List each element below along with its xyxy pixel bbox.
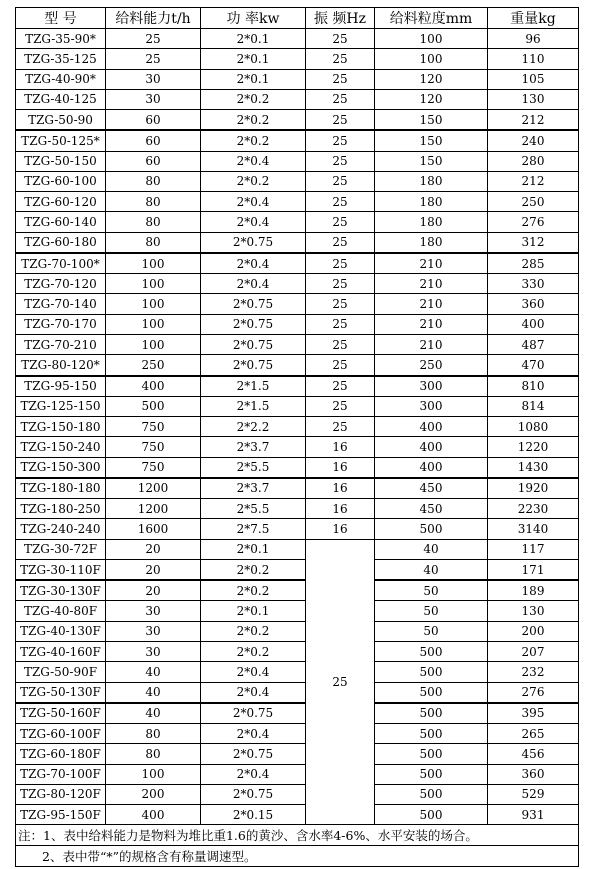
cell-weight: 312 [488, 232, 579, 253]
cell-power: 2*0.15 [201, 805, 306, 825]
cell-capacity: 40 [106, 682, 201, 703]
cell-capacity: 20 [106, 559, 201, 580]
cell-feed-size: 450 [375, 499, 488, 519]
table-row [16, 89, 579, 109]
cell-model: TZG-150-180 [16, 417, 106, 437]
cell-weight: 276 [488, 682, 579, 703]
cell-capacity: 80 [106, 744, 201, 764]
cell-feed-size: 210 [375, 274, 488, 294]
cell-power: 2*0.4 [201, 151, 306, 171]
cell-feed-size: 210 [375, 334, 488, 354]
cell-frequency: 25 [306, 151, 375, 171]
cell-power: 2*0.4 [201, 682, 306, 703]
cell-model: TZG-80-120F [16, 784, 106, 804]
table-row [16, 499, 579, 519]
cell-weight: 117 [488, 539, 579, 559]
table-row [16, 784, 579, 804]
cell-feed-size: 150 [375, 110, 488, 131]
table-row [16, 641, 579, 661]
cell-capacity: 500 [106, 396, 201, 416]
table-row [16, 294, 579, 314]
cell-feed-size: 40 [375, 559, 488, 580]
cell-power: 2*0.4 [201, 662, 306, 682]
cell-weight: 232 [488, 662, 579, 682]
cell-model: TZG-50-125* [16, 130, 106, 151]
cell-model: TZG-35-90* [16, 29, 106, 49]
cell-feed-size: 500 [375, 744, 488, 764]
cell-model: TZG-70-100F [16, 764, 106, 784]
table-row [16, 314, 579, 334]
cell-model: TZG-35-125 [16, 49, 106, 69]
cell-frequency: 16 [306, 519, 375, 539]
cell-feed-size: 100 [375, 49, 488, 69]
cell-model: TZG-60-100 [16, 171, 106, 191]
cell-capacity: 400 [106, 805, 201, 825]
cell-feed-size: 500 [375, 662, 488, 682]
header-frequency: 振 频Hz [306, 8, 375, 29]
cell-power: 2*7.5 [201, 519, 306, 539]
cell-weight: 171 [488, 559, 579, 580]
cell-weight: 529 [488, 784, 579, 804]
note-1: 注：1、表中给料能力是物料为堆比重1.6的黄沙、含水率4-6%、水平安装的场合。 [18, 828, 478, 844]
cell-frequency: 25 [306, 89, 375, 109]
cell-feed-size: 500 [375, 703, 488, 724]
table-row [16, 437, 579, 457]
table-row [16, 49, 579, 69]
cell-weight: 1220 [488, 437, 579, 457]
cell-feed-size: 40 [375, 539, 488, 559]
cell-feed-size: 500 [375, 764, 488, 784]
table-row [16, 519, 579, 539]
note-row-2 [16, 846, 579, 867]
cell-weight: 250 [488, 192, 579, 212]
table-row [16, 212, 579, 232]
cell-model: TZG-70-140 [16, 294, 106, 314]
cell-feed-size: 180 [375, 171, 488, 191]
cell-model: TZG-60-180 [16, 232, 106, 253]
cell-power: 2*0.4 [201, 274, 306, 294]
cell-weight: 3140 [488, 519, 579, 539]
cell-weight: 285 [488, 253, 579, 274]
table-body [16, 29, 579, 825]
cell-capacity: 20 [106, 580, 201, 601]
cell-feed-size: 100 [375, 29, 488, 49]
table-row [16, 192, 579, 212]
cell-model: TZG-50-150 [16, 151, 106, 171]
cell-frequency: 25 [306, 212, 375, 232]
cell-weight: 456 [488, 744, 579, 764]
cell-feed-size: 120 [375, 89, 488, 109]
cell-feed-size: 400 [375, 417, 488, 437]
cell-model: TZG-60-180F [16, 744, 106, 764]
cell-capacity: 100 [106, 314, 201, 334]
cell-frequency: 25 [306, 334, 375, 354]
cell-capacity: 20 [106, 539, 201, 559]
cell-frequency: 25 [306, 314, 375, 334]
cell-feed-size: 50 [375, 621, 488, 641]
cell-weight: 207 [488, 641, 579, 661]
cell-feed-size: 500 [375, 519, 488, 539]
cell-feed-size: 180 [375, 232, 488, 253]
cell-weight: 400 [488, 314, 579, 334]
cell-feed-size: 50 [375, 580, 488, 601]
cell-capacity: 750 [106, 417, 201, 437]
cell-frequency: 25 [306, 69, 375, 89]
cell-power: 2*0.4 [201, 253, 306, 274]
cell-weight: 130 [488, 89, 579, 109]
cell-weight: 1920 [488, 478, 579, 499]
cell-power: 2*1.5 [201, 396, 306, 416]
table-row [16, 29, 579, 49]
note-row-1 [16, 825, 579, 846]
cell-frequency-merged: 25 [306, 539, 375, 825]
cell-power: 2*0.75 [201, 744, 306, 764]
cell-power: 2*0.75 [201, 314, 306, 334]
cell-model: TZG-70-210 [16, 334, 106, 354]
cell-power: 2*0.4 [201, 192, 306, 212]
cell-frequency: 25 [306, 274, 375, 294]
cell-model: TZG-125-150 [16, 396, 106, 416]
table-row [16, 703, 579, 724]
cell-power: 2*0.75 [201, 784, 306, 804]
cell-model: TZG-60-100F [16, 724, 106, 744]
cell-weight: 110 [488, 49, 579, 69]
cell-capacity: 80 [106, 724, 201, 744]
cell-model: TZG-40-130F [16, 621, 106, 641]
table-row [16, 805, 579, 825]
cell-frequency: 16 [306, 478, 375, 499]
cell-feed-size: 500 [375, 724, 488, 744]
cell-power: 2*0.1 [201, 49, 306, 69]
cell-power: 2*0.75 [201, 355, 306, 376]
cell-capacity: 80 [106, 232, 201, 253]
cell-power: 2*3.7 [201, 478, 306, 499]
cell-power: 2*5.5 [201, 499, 306, 519]
cell-capacity: 100 [106, 764, 201, 784]
table-row [16, 274, 579, 294]
cell-model: TZG-95-150F [16, 805, 106, 825]
cell-feed-size: 180 [375, 192, 488, 212]
cell-power: 2*0.4 [201, 212, 306, 232]
cell-frequency: 16 [306, 457, 375, 478]
cell-capacity: 30 [106, 621, 201, 641]
cell-capacity: 750 [106, 437, 201, 457]
cell-weight: 240 [488, 130, 579, 151]
cell-feed-size: 250 [375, 355, 488, 376]
cell-feed-size: 400 [375, 457, 488, 478]
cell-capacity: 100 [106, 274, 201, 294]
cell-capacity: 60 [106, 151, 201, 171]
cell-model: TZG-60-120 [16, 192, 106, 212]
cell-power: 2*0.75 [201, 334, 306, 354]
cell-frequency: 16 [306, 499, 375, 519]
table-row [16, 744, 579, 764]
cell-weight: 130 [488, 601, 579, 621]
cell-model: TZG-180-250 [16, 499, 106, 519]
cell-feed-size: 450 [375, 478, 488, 499]
cell-feed-size: 150 [375, 151, 488, 171]
cell-feed-size: 180 [375, 212, 488, 232]
cell-weight: 276 [488, 212, 579, 232]
cell-feed-size: 150 [375, 130, 488, 151]
cell-feed-size: 400 [375, 437, 488, 457]
cell-model: TZG-50-130F [16, 682, 106, 703]
cell-model: TZG-60-140 [16, 212, 106, 232]
cell-capacity: 25 [106, 49, 201, 69]
table-row [16, 130, 579, 151]
cell-model: TZG-150-300 [16, 457, 106, 478]
cell-weight: 189 [488, 580, 579, 601]
cell-capacity: 1200 [106, 478, 201, 499]
table-row [16, 682, 579, 703]
table-row [16, 662, 579, 682]
cell-model: TZG-30-130F [16, 580, 106, 601]
table-row [16, 232, 579, 253]
cell-power: 2*0.75 [201, 703, 306, 724]
cell-power: 2*0.2 [201, 130, 306, 151]
cell-weight: 1080 [488, 417, 579, 437]
cell-capacity: 80 [106, 171, 201, 191]
table-row [16, 376, 579, 397]
cell-model: TZG-240-240 [16, 519, 106, 539]
cell-frequency: 25 [306, 49, 375, 69]
cell-weight: 810 [488, 376, 579, 397]
cell-model: TZG-50-90 [16, 110, 106, 131]
cell-weight: 1430 [488, 457, 579, 478]
cell-power: 2*0.4 [201, 764, 306, 784]
cell-model: TZG-40-90* [16, 69, 106, 89]
cell-feed-size: 210 [375, 253, 488, 274]
table-row [16, 253, 579, 274]
cell-model: TZG-40-160F [16, 641, 106, 661]
table-row [16, 151, 579, 171]
cell-capacity: 60 [106, 110, 201, 131]
cell-power: 2*5.5 [201, 457, 306, 478]
cell-weight: 487 [488, 334, 579, 354]
cell-model: TZG-50-160F [16, 703, 106, 724]
cell-power: 2*0.2 [201, 110, 306, 131]
cell-weight: 2230 [488, 499, 579, 519]
cell-power: 2*2.2 [201, 417, 306, 437]
table-row [16, 478, 579, 499]
cell-frequency: 25 [306, 376, 375, 397]
header-weight: 重量kg [488, 8, 579, 29]
cell-feed-size: 500 [375, 641, 488, 661]
cell-weight: 105 [488, 69, 579, 89]
cell-frequency: 25 [306, 396, 375, 416]
cell-weight: 96 [488, 29, 579, 49]
spec-table [15, 7, 579, 867]
cell-model: TZG-150-240 [16, 437, 106, 457]
cell-capacity: 30 [106, 69, 201, 89]
cell-power: 2*0.2 [201, 641, 306, 661]
cell-capacity: 100 [106, 294, 201, 314]
cell-model: TZG-80-120* [16, 355, 106, 376]
table-row [16, 559, 579, 580]
cell-frequency: 25 [306, 192, 375, 212]
cell-power: 2*0.1 [201, 601, 306, 621]
cell-power: 2*0.2 [201, 580, 306, 601]
cell-power: 2*0.2 [201, 171, 306, 191]
cell-capacity: 40 [106, 662, 201, 682]
cell-model: TZG-70-120 [16, 274, 106, 294]
table-row [16, 621, 579, 641]
cell-power: 2*0.75 [201, 232, 306, 253]
cell-weight: 814 [488, 396, 579, 416]
cell-model: TZG-30-110F [16, 559, 106, 580]
table-row [16, 580, 579, 601]
cell-frequency: 25 [306, 110, 375, 131]
cell-feed-size: 300 [375, 396, 488, 416]
header-power: 功 率kw [201, 8, 306, 29]
cell-weight: 360 [488, 294, 579, 314]
header-row [16, 8, 579, 29]
table-row [16, 457, 579, 478]
cell-capacity: 80 [106, 212, 201, 232]
cell-weight: 360 [488, 764, 579, 784]
cell-power: 2*0.1 [201, 69, 306, 89]
table-row [16, 69, 579, 89]
cell-feed-size: 50 [375, 601, 488, 621]
table-row [16, 417, 579, 437]
cell-capacity: 1600 [106, 519, 201, 539]
cell-power: 2*0.2 [201, 89, 306, 109]
table-row [16, 724, 579, 744]
table-row [16, 539, 579, 559]
cell-capacity: 200 [106, 784, 201, 804]
cell-frequency: 25 [306, 29, 375, 49]
cell-weight: 212 [488, 110, 579, 131]
cell-model: TZG-180-180 [16, 478, 106, 499]
cell-model: TZG-70-100* [16, 253, 106, 274]
table-row [16, 396, 579, 416]
table-row [16, 764, 579, 784]
cell-capacity: 30 [106, 89, 201, 109]
table-row [16, 171, 579, 191]
cell-feed-size: 500 [375, 784, 488, 804]
cell-frequency: 25 [306, 253, 375, 274]
cell-feed-size: 210 [375, 294, 488, 314]
cell-model: TZG-95-150 [16, 376, 106, 397]
cell-model: TZG-50-90F [16, 662, 106, 682]
header-feed-size: 给料粒度mm [375, 8, 488, 29]
cell-frequency: 25 [306, 294, 375, 314]
cell-capacity: 30 [106, 601, 201, 621]
cell-feed-size: 210 [375, 314, 488, 334]
cell-model: TZG-70-170 [16, 314, 106, 334]
cell-capacity: 1200 [106, 499, 201, 519]
cell-feed-size: 500 [375, 805, 488, 825]
cell-power: 2*1.5 [201, 376, 306, 397]
cell-power: 2*0.75 [201, 294, 306, 314]
cell-model: TZG-40-125 [16, 89, 106, 109]
cell-capacity: 60 [106, 130, 201, 151]
cell-weight: 931 [488, 805, 579, 825]
cell-power: 2*0.1 [201, 29, 306, 49]
cell-weight: 280 [488, 151, 579, 171]
cell-frequency: 25 [306, 171, 375, 191]
cell-model: TZG-40-80F [16, 601, 106, 621]
cell-capacity: 400 [106, 376, 201, 397]
cell-power: 2*0.2 [201, 621, 306, 641]
cell-model: TZG-30-72F [16, 539, 106, 559]
table-row [16, 601, 579, 621]
cell-frequency: 16 [306, 437, 375, 457]
cell-capacity: 25 [106, 29, 201, 49]
cell-frequency: 25 [306, 232, 375, 253]
cell-weight: 395 [488, 703, 579, 724]
cell-frequency: 25 [306, 417, 375, 437]
cell-power: 2*0.2 [201, 559, 306, 580]
cell-weight: 470 [488, 355, 579, 376]
cell-feed-size: 500 [375, 682, 488, 703]
table-row [16, 334, 579, 354]
cell-weight: 330 [488, 274, 579, 294]
cell-capacity: 100 [106, 253, 201, 274]
cell-capacity: 750 [106, 457, 201, 478]
cell-weight: 212 [488, 171, 579, 191]
header-model: 型 号 [16, 8, 106, 29]
table-row [16, 355, 579, 376]
cell-power: 2*0.1 [201, 539, 306, 559]
header-capacity: 给料能力t/h [106, 8, 201, 29]
cell-power: 2*0.4 [201, 724, 306, 744]
note-2: 2、表中带“*”的规格含有称量调速型。 [42, 849, 257, 865]
cell-capacity: 250 [106, 355, 201, 376]
cell-frequency: 25 [306, 130, 375, 151]
cell-feed-size: 120 [375, 69, 488, 89]
cell-weight: 200 [488, 621, 579, 641]
cell-power: 2*3.7 [201, 437, 306, 457]
table-row [16, 110, 579, 131]
cell-feed-size: 300 [375, 376, 488, 397]
cell-frequency: 25 [306, 355, 375, 376]
cell-weight: 265 [488, 724, 579, 744]
cell-capacity: 30 [106, 641, 201, 661]
cell-capacity: 100 [106, 334, 201, 354]
cell-capacity: 40 [106, 703, 201, 724]
cell-capacity: 80 [106, 192, 201, 212]
